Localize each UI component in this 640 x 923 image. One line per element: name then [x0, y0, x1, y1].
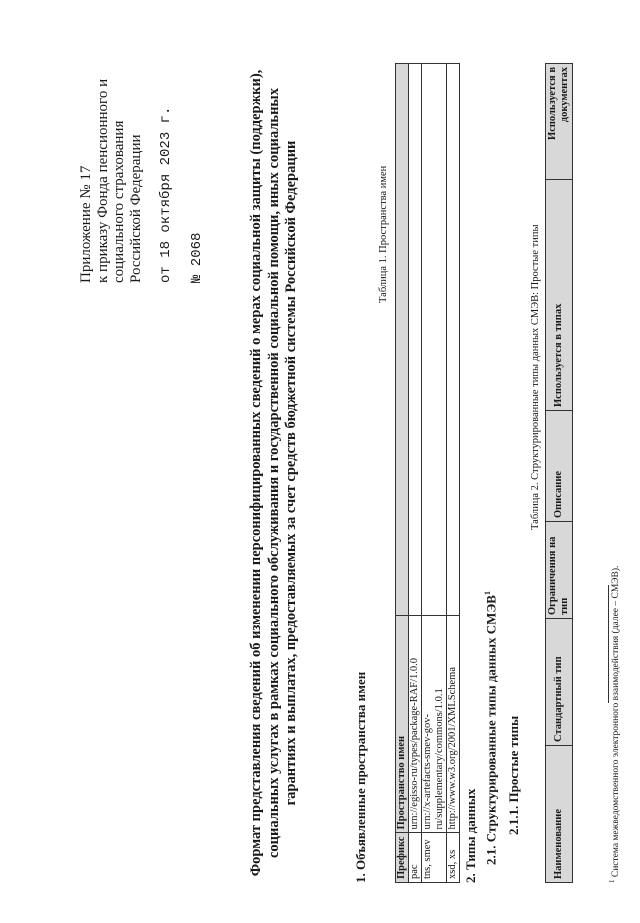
column-header-used-in-types: Используется в типах	[546, 180, 573, 411]
table-1-caption: Таблица 1. Пространства имен	[378, 165, 389, 303]
table-2-caption: Таблица 2. Структурированные типы данных СМЭВ: Простые типы	[530, 224, 541, 530]
table-row	[422, 64, 447, 883]
cell-empty	[409, 64, 422, 616]
cell-namespace: urn://x-artefacts-smev-gov-ru/supplementary/commons/1.0.1	[422, 616, 447, 833]
footnote-mark: 1	[608, 879, 616, 883]
appendix-date: от 18 октября 2023 г.	[158, 106, 174, 283]
section-2-1-1-heading: 2.1.1. Простые типы	[506, 715, 521, 835]
cell-prefix: xsd, xs	[447, 833, 460, 883]
section-2-heading: 2. Типы данных	[463, 788, 478, 883]
appendix-number: № 2068	[188, 232, 205, 283]
cell-prefix: pac	[409, 833, 422, 883]
column-header-restrictions: Ограничения на тип	[546, 522, 573, 619]
table-header-row	[546, 64, 573, 883]
document-title: Формат представления сведений об изменении персонифицированных сведений о мерах социальной защиты (поддержки), социальных услугах в рамках социального обслуживания и государственной социальной помощи, иных социальных гарантиях и выплатах, предоставляемых за счет средств бюджетной системы Российской Федерации	[248, 69, 299, 877]
footnote-ref: 1	[483, 591, 492, 596]
column-header-empty	[396, 64, 409, 616]
section-2-1-text: 2.1. Структурированные типы данных СМЭВ	[483, 595, 499, 865]
appendix-line-2: к приказу Фонда пенсионного и	[94, 78, 111, 283]
column-header-prefix: Префикс	[396, 833, 409, 883]
cell-namespace: urn://egisso-ru/types/package-RAF/1.0.0	[409, 616, 422, 833]
cell-prefix: tns, smev	[422, 833, 447, 883]
cell-namespace: http://www.w3.org/2001/XMLSchema	[447, 616, 460, 833]
appendix-line-3: социального страхования	[111, 120, 127, 283]
column-header-used-in-documents: Используется в документах	[546, 64, 573, 180]
table-header-row	[396, 64, 409, 883]
smev-types-table	[545, 63, 573, 883]
appendix-line-4: Российской Федерации	[127, 134, 144, 283]
column-header-namespace: Пространство имен	[396, 616, 409, 833]
footnote	[608, 566, 621, 883]
footnote-text: Система межведомственного электронного взаимодействия (далее – СМЭВ).	[611, 565, 622, 880]
table-row	[447, 64, 460, 883]
column-header-description: Описание	[546, 411, 573, 522]
cell-empty	[447, 64, 460, 616]
appendix-header	[78, 79, 205, 283]
appendix-line-1: Приложение № 17	[78, 165, 94, 283]
column-header-name: Наименование	[546, 746, 573, 883]
cell-empty	[422, 64, 447, 616]
table-row	[409, 64, 422, 883]
section-2-1-heading	[483, 591, 499, 865]
column-header-standard-type: Стандартный тип	[546, 619, 573, 746]
section-1-heading: 1. Объявленные пространства имен	[353, 671, 368, 883]
namespaces-table	[395, 63, 460, 883]
